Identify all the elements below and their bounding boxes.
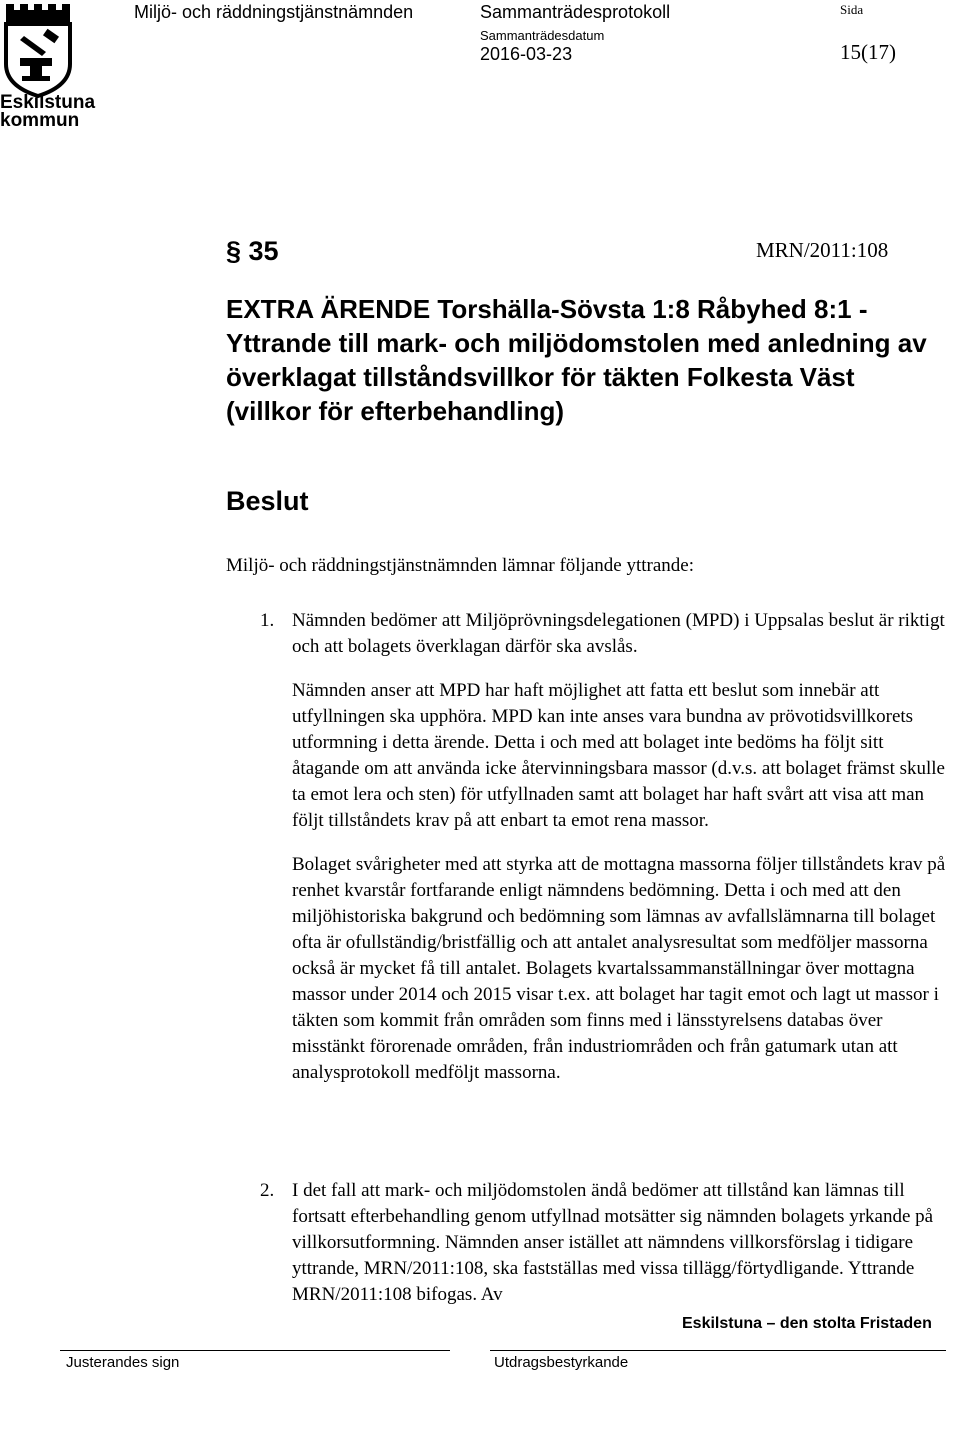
item-number: 1.: [260, 610, 275, 631]
committee-name: Miljö- och räddningstjänstnämnden: [134, 2, 414, 22]
certification-label: Utdragsbestyrkande: [494, 1354, 629, 1371]
decision-item-1: [260, 608, 950, 1104]
decision-heading: Beslut: [226, 486, 309, 516]
logo-text: Eskilstuna kommun: [0, 92, 96, 131]
page-label: Sida: [840, 2, 864, 17]
paragraph: I det fall att mark- och miljödomstolen ändå bedömer att tillstånd kan lämnas till fortsatt efterbehandling genom utfyllnad motsätter sig nämnden bolagets yrkande på villkorsutformning. Nämnden anser istället att nämndens villkorsförslag i tidigare yttrande, MRN/2011:108, ska fastställas med vissa tillägg/förtydligande. Yttrande MRN/2011:108 bifogas. Av: [292, 1180, 934, 1305]
decision-item-2: [260, 1178, 950, 1326]
decision-intro: Miljö- och räddningstjänstnämnden lämnar följande yttrande:: [226, 555, 695, 576]
paragraph: Nämnden anser att MPD har haft möjlighet att fatta ett beslut som innebär att utfyllningen ska upphöra. MPD kan inte anses vara bundna av prövotidsvillkorets utformning i detta ärende. Detta i och med att bolaget inte bedöms ha följt sitt åtagande om att använda icke återvinningsbara massor (d.v.s. att bolaget främst skulle ta emot lera och sten) för utfyllnaden samt att bolaget har haft svårt att visa att man följt tillståndets krav på att enbart ta emot rena massor.: [292, 680, 945, 831]
document-type: Sammanträdesprotokoll: [480, 2, 671, 22]
paragraph: Nämnden bedömer att Miljöprövningsdelegationen (MPD) i Uppsalas beslut är riktigt och att bolagets överklagan därför ska avslås.: [292, 610, 945, 657]
municipality-logo: [0, 0, 96, 131]
page-number: 15(17): [840, 40, 896, 64]
section-number: § 35: [226, 236, 279, 266]
case-title: EXTRA ÄRENDE Torshälla-Sövsta 1:8 Råbyhed 8:1 - Yttrande till mark- och miljödomstolen med anledning av överklagat tillståndsvillkor för täkten Folkesta Väst (villkor för efterbehandling): [226, 294, 927, 426]
meeting-date-label: Sammanträdesdatum: [480, 28, 605, 43]
footer-slogan: Eskilstuna – den stolta Fristaden: [682, 1315, 932, 1332]
case-number: MRN/2011:108: [756, 238, 889, 262]
paragraph: Bolaget svårigheter med att styrka att de mottagna massorna följer tillståndets krav på renhet kvarstår fortfarande enligt nämndens bedömning. Detta i och med att den miljöhistoriska bakgrund och bedömning som lämnas av avfallslämnarna till bolaget ofta är ofullständig/bristfällig och att antalet analysresultat som medföljer massorna också är mycket få till antalet. Bolagets kvartalssammanställningar över mottagna massor under 2014 och 2015 visar t.ex. att bolaget har tagit emot och lagt ut massor i täkten som kommit från områden som finns med i länsstyrelsens databas över misstänkt förorenade områden, från industriområden och från gatumark utan att analysprotokoll medföljt massorna.: [292, 854, 946, 1083]
signature-divider: [60, 1350, 450, 1351]
adjuster-signature-label: Justerandes sign: [66, 1354, 180, 1371]
item-number: 2.: [260, 1180, 275, 1201]
signature-divider: [490, 1350, 946, 1351]
meeting-date: 2016-03-23: [480, 44, 573, 64]
